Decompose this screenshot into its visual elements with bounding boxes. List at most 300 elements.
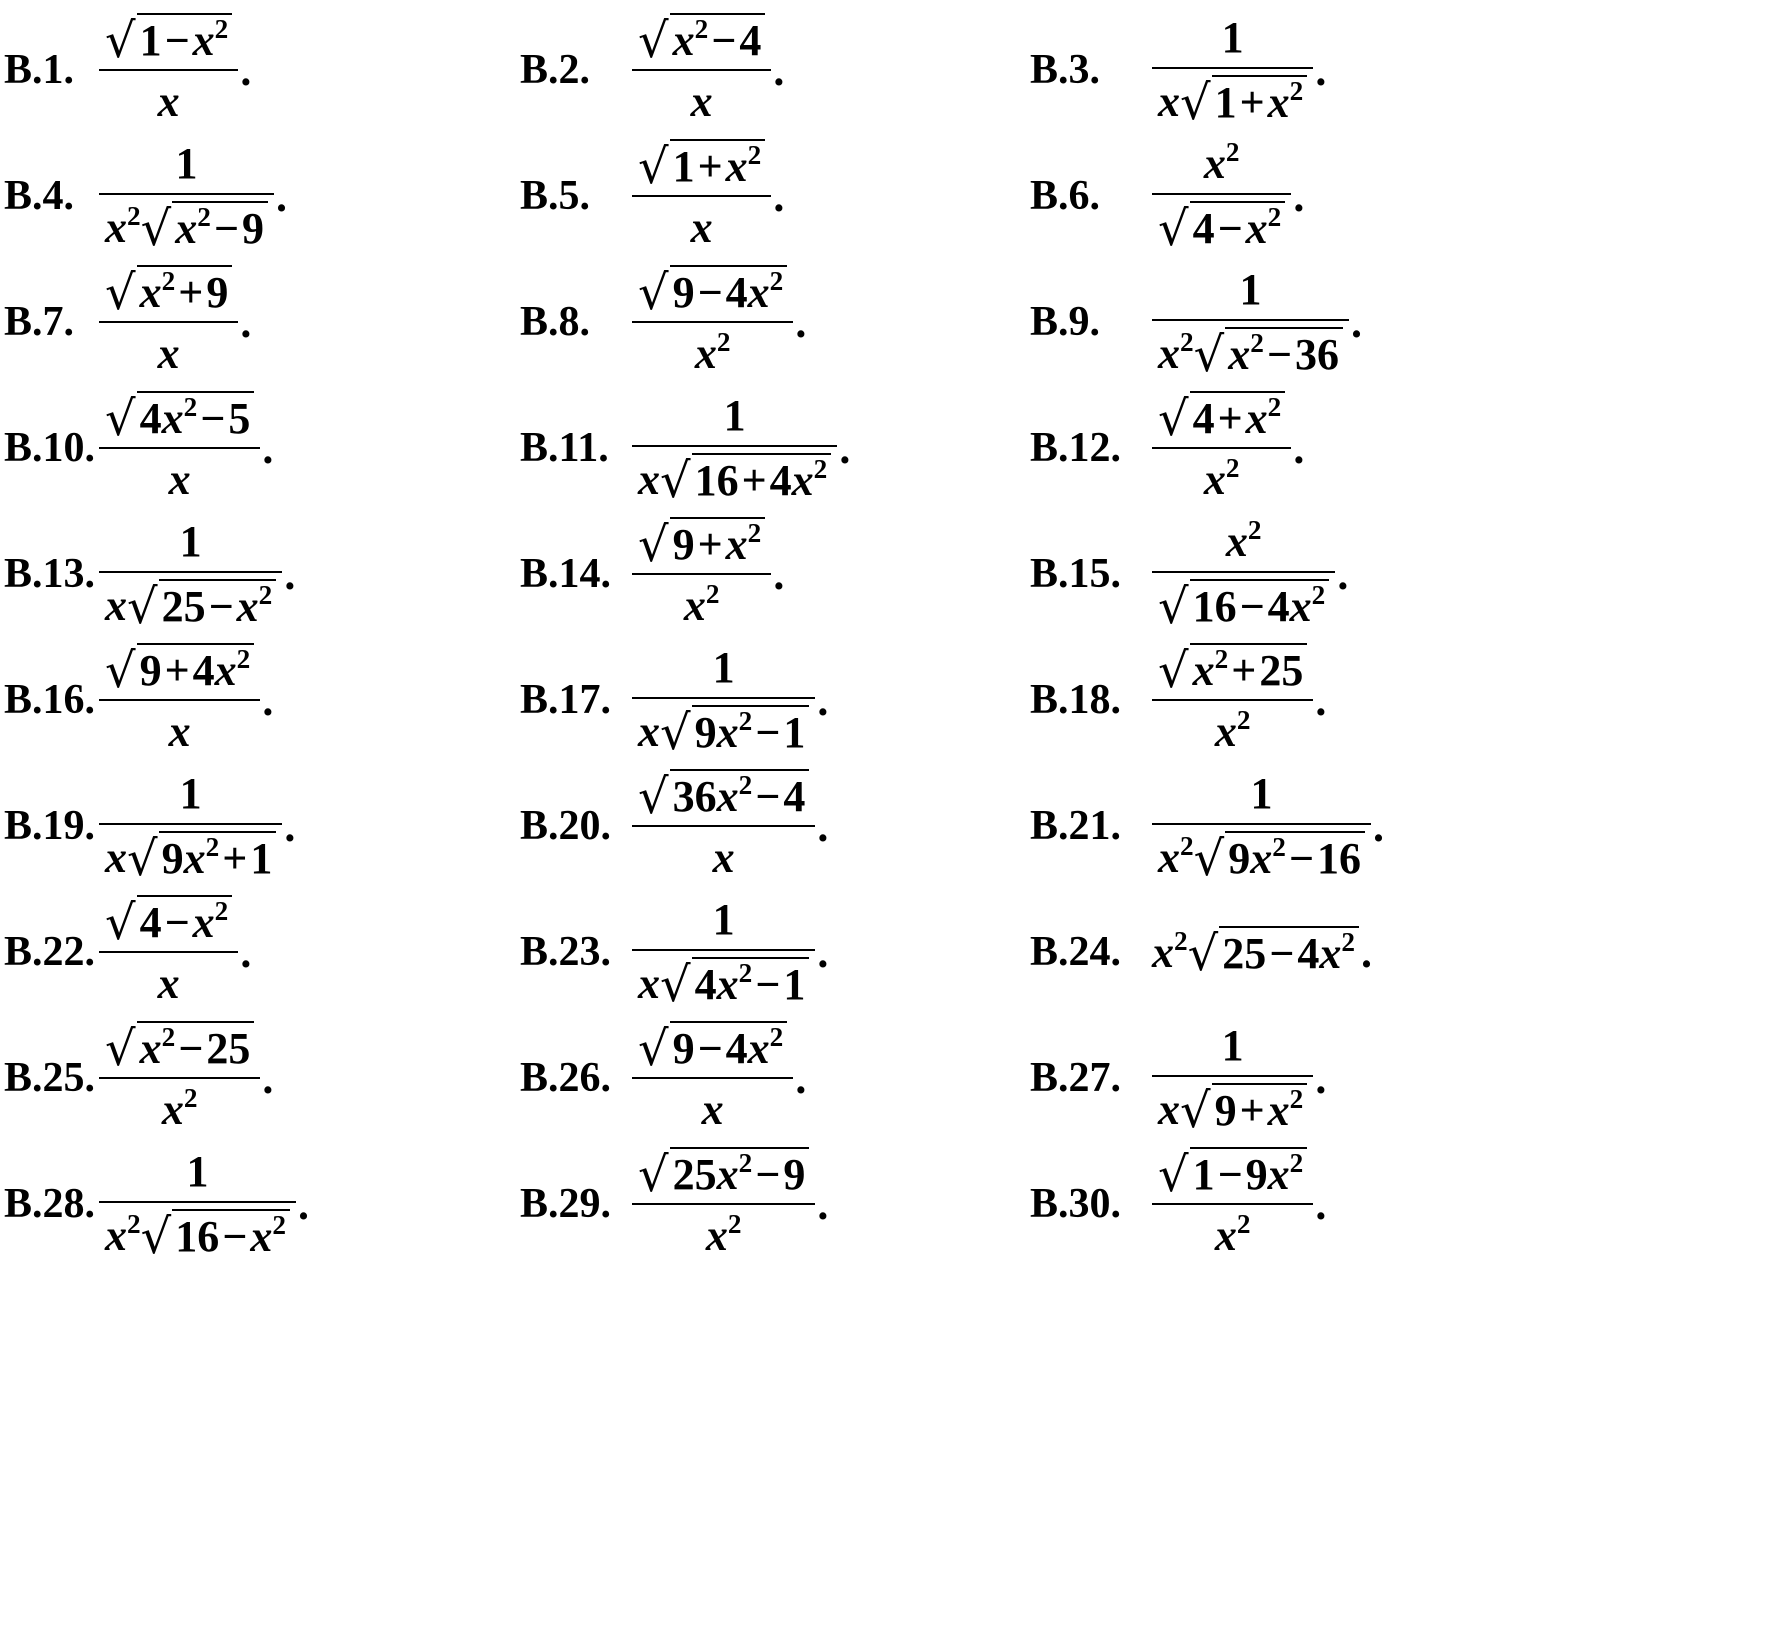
numerator [632,1147,815,1203]
terminal-period: . [284,549,296,599]
numerator [169,139,203,194]
math-term: x [638,706,660,756]
expression [1152,756,1384,896]
fraction [99,1021,260,1136]
exercise-label: B.6. [1030,173,1101,219]
expression [99,378,273,518]
exercise-item [520,126,1020,266]
exercise-label: B.15. [1030,551,1122,597]
radicand [670,517,766,569]
denominator [99,1203,296,1266]
terminal-period: . [262,1053,274,1103]
radicand [1190,579,1330,631]
math-term: 1 [712,642,735,692]
exercise-label: B.27. [1030,1055,1122,1101]
exercise-label: B.12. [1030,425,1122,471]
radical-sign: √ [127,831,158,888]
radicand [1212,75,1308,127]
exercise-label: B.25. [4,1055,96,1101]
expression [99,504,295,644]
square-root [105,642,254,699]
math-term: 16 [1316,834,1361,884]
square-root [1158,642,1307,699]
radical-sign: √ [1187,926,1219,983]
terminal-period: . [1315,45,1327,95]
math-term: $x^2$ [1225,514,1262,566]
denominator [99,195,274,258]
denominator [163,701,197,758]
numerator [1152,391,1291,447]
exercise-item [520,378,1020,518]
fraction [1152,1020,1313,1140]
math-term: x [105,832,127,882]
exercise-label: B.24. [1030,929,1122,975]
numerator [1244,769,1278,824]
radicand [1212,1083,1308,1135]
square-root [1158,579,1329,636]
math-term: 1 [139,15,162,65]
radicand [172,201,268,253]
math-term: $x^2$ [1203,136,1240,188]
square-root [638,138,765,195]
math-term: 1 [179,768,202,818]
square-root [1158,201,1285,258]
fraction [99,391,260,506]
math-term: 1 [1239,264,1262,314]
math-term: x [690,76,713,126]
denominator [163,449,197,506]
math-term: − [208,582,234,632]
expression [1152,504,1348,644]
denominator [1152,573,1335,636]
expression [1152,630,1326,770]
fraction [99,1146,296,1266]
fraction [632,642,815,762]
expression [632,1008,806,1148]
numerator [718,391,752,446]
math-term: $4x^2$ [725,265,784,317]
radicand [159,579,277,631]
radicand [1225,831,1365,883]
denominator [1209,1205,1257,1262]
exercise-label: B.13. [4,551,96,597]
math-term: x [638,454,660,504]
math-term: − [697,1023,723,1073]
exercise-item [1030,126,1530,266]
fraction [99,138,274,258]
radicand [1190,201,1286,253]
fraction [1152,264,1349,384]
math-term: x [157,328,180,378]
math-term: 25 [206,1023,251,1073]
radical-sign: √ [638,1020,669,1077]
math-term: 16 [1192,582,1237,632]
terminal-period: . [240,927,252,977]
math-term: + [178,267,204,317]
terminal-period: . [1360,927,1372,977]
exercise-label: B.11. [520,425,609,471]
fraction [632,517,771,632]
math-term: 1 [712,894,735,944]
math-term: $x^2$ [1158,830,1194,882]
exercise-label: B.7. [4,299,75,345]
exercise-item [1030,630,1530,770]
numerator [1152,1147,1313,1203]
math-term: $4x^2$ [694,958,753,1010]
numerator [707,643,741,698]
numerator [1220,514,1268,572]
fraction [632,894,815,1014]
expression [99,0,251,140]
exercise-item [4,1008,504,1148]
radical-sign: √ [1158,1146,1189,1203]
expression [632,0,784,140]
radical-sign: √ [638,138,669,195]
math-term: $x^2$ [1203,452,1240,504]
math-term: 1 [1221,1020,1244,1070]
exercise-label: B.9. [1030,299,1101,345]
math-term: x [168,454,191,504]
numerator [99,895,238,951]
square-root [105,1020,254,1077]
math-term: $x^2$ [1152,925,1188,977]
math-term: x [168,706,191,756]
numerator [99,13,238,69]
math-term: 1 [179,516,202,566]
denominator [99,825,282,888]
math-term: 9 [783,1149,806,1199]
math-term: 9 [672,1023,695,1073]
denominator [99,573,282,636]
terminal-period: . [1315,1053,1327,1103]
math-term: $x^2$ [175,202,211,254]
square-root [638,768,809,825]
exercise-label: B.3. [1030,47,1101,93]
square-root [127,831,276,888]
radical-sign: √ [638,264,669,321]
exercise-item [4,378,504,518]
exercise-label: B.10. [4,425,96,471]
math-term: $x^2$ [192,895,229,947]
exercise-label: B.30. [1030,1181,1122,1227]
expression [632,504,784,644]
radicand [670,13,766,65]
denominator [700,1205,748,1262]
math-term: x [157,958,180,1008]
math-term: $x^2$ [105,200,141,252]
math-term: − [697,267,723,317]
exercise-item [1030,0,1530,140]
numerator [1216,1021,1250,1076]
radical-sign: √ [1180,75,1211,132]
radicand [670,1021,788,1073]
math-term: 1 [723,390,746,440]
math-term: 25 [161,582,206,632]
math-term: $x^2$ [1245,202,1282,254]
radicand [670,1147,810,1199]
exercise-label: B.26. [520,1055,612,1101]
math-term: x [712,832,735,882]
math-term: 16 [175,1212,220,1262]
math-term: − [755,708,781,758]
terminal-period: . [1315,1179,1327,1229]
math-term: − [755,960,781,1010]
exercise-label: B.19. [4,803,96,849]
denominator [689,323,737,380]
math-term: − [1269,928,1295,978]
radicand [137,265,233,317]
radical-sign: √ [1158,390,1189,447]
fraction [632,265,793,380]
math-term: 36 [1294,330,1339,380]
terminal-period: . [773,549,785,599]
math-term: $x^2$ [1267,76,1304,128]
math-term: $x^2$ [161,1082,198,1134]
numerator [99,265,238,321]
math-term: + [1217,393,1243,443]
exercise-label: B.29. [520,1181,612,1227]
exercise-item [4,630,504,770]
exercise-item [520,0,1020,140]
exercise-label: B.21. [1030,803,1122,849]
radicand [1190,643,1308,695]
math-term: $x^2$ [1267,1084,1304,1136]
square-root [105,264,232,321]
expression [632,756,828,896]
exercise-label: B.28. [4,1181,96,1227]
terminal-period: . [773,171,785,221]
terminal-period: . [262,675,274,725]
terminal-period: . [817,927,829,977]
math-term: + [1239,1086,1265,1136]
square-root [1180,75,1307,132]
square-root [105,894,232,951]
exercise-item [520,504,1020,644]
square-root [105,12,232,69]
expression [632,378,850,518]
fraction [1152,391,1291,506]
math-term: 1 [186,1146,209,1196]
math-term: 1 [1214,78,1237,128]
math-term: $9x^2$ [694,706,753,758]
exercise-label: B.18. [1030,677,1122,723]
radicand [1190,391,1286,443]
exercise-item [520,1008,1020,1148]
square-root [1180,1083,1307,1140]
expression [99,252,251,392]
terminal-period: . [297,1179,309,1229]
terminal-period: . [240,45,252,95]
expression [632,630,828,770]
math-term: $9x^2$ [1245,1147,1304,1199]
math-term: − [1288,834,1314,884]
math-term: 25 [1259,645,1304,695]
fraction [99,13,238,128]
denominator [632,951,815,1014]
radicand [670,139,766,191]
exercise-item [1030,504,1530,644]
square-root [105,390,254,447]
terminal-period: . [1293,171,1305,221]
math-term: 9 [672,267,695,317]
fraction [1152,643,1313,758]
math-term: $x^2$ [236,580,273,632]
denominator [1152,195,1291,258]
math-term: x [105,580,127,630]
fraction [1152,136,1291,258]
radicand [692,453,832,505]
math-term: − [1266,330,1292,380]
exercise-label: B.22. [4,929,96,975]
math-term: 4 [1192,204,1215,254]
math-term: $4x^2$ [139,391,198,443]
denominator [632,699,815,762]
radical-sign: √ [105,264,136,321]
radical-sign: √ [105,894,136,951]
denominator [1152,825,1371,888]
radical-sign: √ [638,516,669,573]
square-root [1193,327,1343,384]
expression [632,882,828,1022]
square-root [1187,926,1359,983]
math-term: + [222,834,248,884]
math-term: 9 [139,645,162,695]
math-term: $x^2$ [250,1210,286,1262]
math-term: 1 [783,708,806,758]
terminal-period: . [284,801,296,851]
square-root [1193,831,1365,888]
fraction [99,643,260,758]
radicand [1190,1147,1308,1199]
radicand [137,643,255,695]
exercise-item [1030,1134,1530,1274]
math-term: − [178,1023,204,1073]
terminal-period: . [1293,423,1305,473]
math-term: 4 [139,897,162,947]
radical-sign: √ [660,957,691,1014]
math-term: − [755,771,781,821]
math-term: 1 [250,834,273,884]
radicand [137,1021,255,1073]
math-term: x [638,958,660,1008]
math-term: 25 [1222,928,1267,978]
math-term: $4x^2$ [1267,580,1326,632]
math-term: $4x^2$ [725,1021,784,1073]
denominator [156,1079,204,1136]
radical-sign: √ [660,453,691,510]
exercise-item [4,882,504,1022]
denominator [707,827,741,884]
numerator [1216,13,1250,68]
denominator [1152,1077,1313,1140]
expression [1152,1008,1326,1148]
math-term: $x^2$ [1245,391,1282,443]
math-term: $x^2$ [1214,704,1251,756]
math-term: $x^2$ [683,578,720,630]
exercise-label: B.20. [520,803,612,849]
math-term: $x^2$ [1214,1208,1251,1260]
math-term: $x^2$ [192,13,229,65]
math-term: − [200,393,226,443]
fraction [99,265,238,380]
terminal-period: . [817,1179,829,1229]
terminal-period: . [795,1053,807,1103]
square-root [140,1209,290,1266]
math-term: $x^2$ [694,326,731,378]
exercise-item [4,126,504,266]
expression [99,882,251,1022]
numerator [632,517,771,573]
radicand [670,265,788,317]
radicand [137,391,255,443]
terminal-period: . [817,801,829,851]
radical-sign: √ [105,1020,136,1077]
denominator [685,197,719,254]
radical-sign: √ [105,642,136,699]
math-term: x [690,202,713,252]
denominator [1198,449,1246,506]
square-root [1158,1146,1307,1203]
exercise-item [1030,1008,1530,1148]
radical-sign: √ [105,390,136,447]
radicand [670,769,810,821]
exercise-item [520,1134,1020,1274]
numerator [174,517,208,572]
radical-sign: √ [127,579,158,636]
denominator [1152,321,1349,384]
expression [99,630,273,770]
numerator [632,13,771,69]
denominator [152,953,186,1010]
expression [1152,882,1372,1022]
radical-sign: √ [1193,327,1225,384]
math-term: 1 [1221,12,1244,62]
numerator [99,1021,260,1077]
expression [99,126,287,266]
math-term: $4x^2$ [769,454,828,506]
math-term: $4x^2$ [192,643,251,695]
radicand [1219,926,1359,978]
exercise-label: B.23. [520,929,612,975]
square-root [660,453,831,510]
math-term: $9x^2$ [161,832,220,884]
math-term: − [1217,204,1243,254]
math-term: 1 [672,141,695,191]
radicand [159,831,277,883]
expression [1152,1134,1326,1274]
denominator [678,575,726,632]
exercise-item [1030,756,1530,896]
square-root [660,957,809,1014]
math-term: − [164,15,190,65]
denominator [152,323,186,380]
math-term: x [1158,76,1180,126]
terminal-period: . [839,423,851,473]
math-term: 5 [228,393,251,443]
exercise-item [4,252,504,392]
math-term: − [1217,1149,1243,1199]
denominator [685,71,719,128]
denominator [1152,69,1313,132]
exercise-item [4,0,504,140]
math-term: $25x^2$ [672,1147,753,1199]
math-term: 9 [206,267,229,317]
math-term: x [157,76,180,126]
math-term: − [213,204,239,254]
fraction [99,516,282,636]
numerator [1233,265,1267,320]
fraction [1152,768,1371,888]
